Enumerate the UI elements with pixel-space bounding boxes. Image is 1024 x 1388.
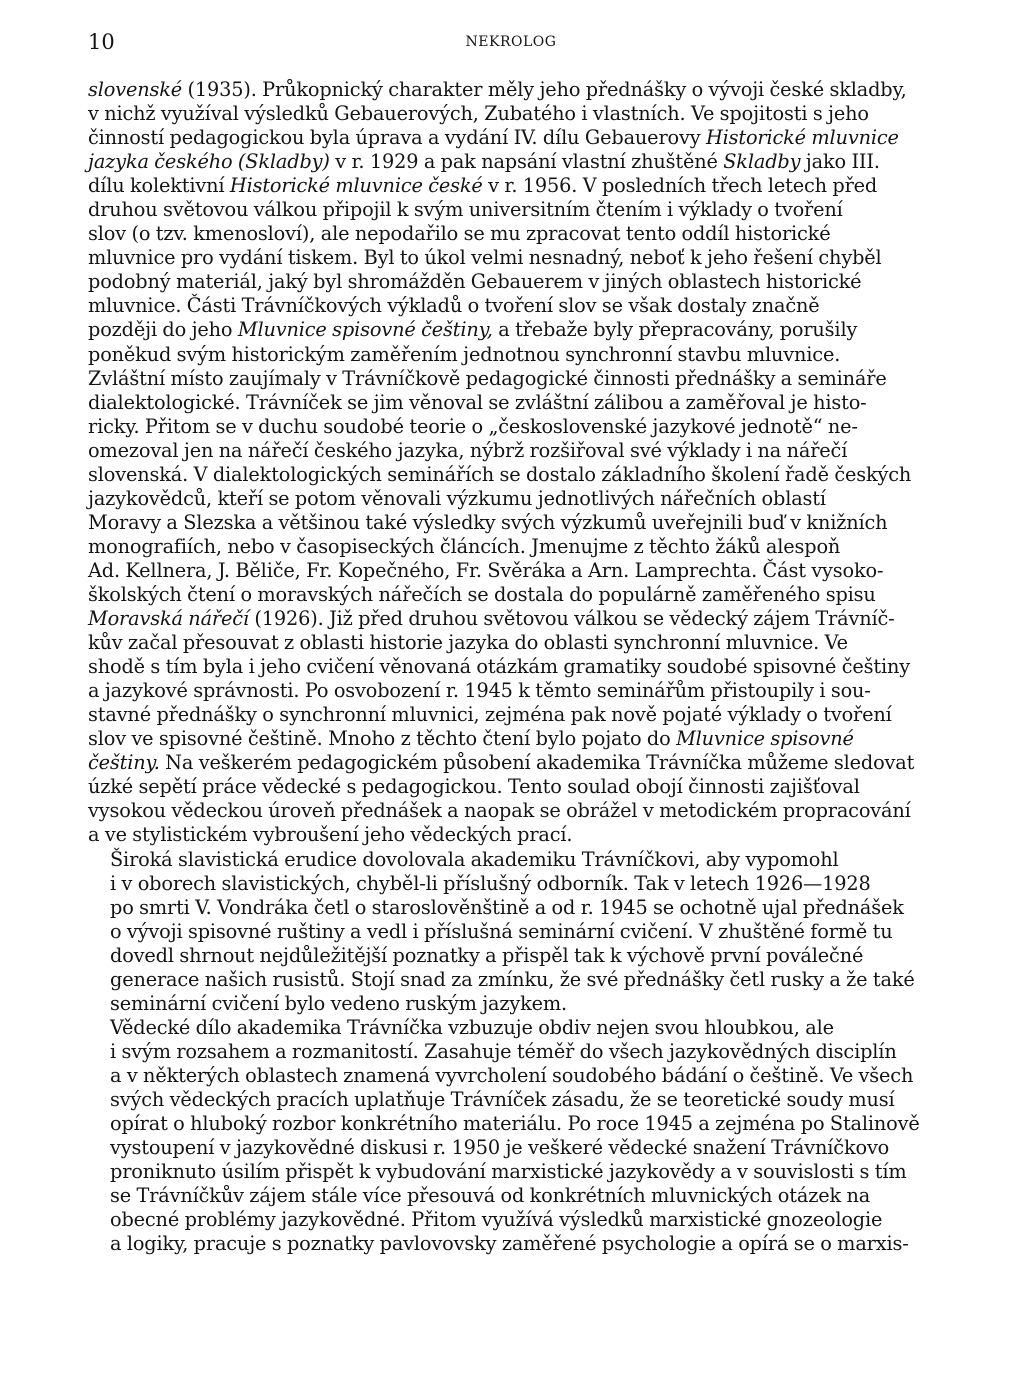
text-run: slov (o tzv. kmenosloví), ale nepodařilo se mu zpracovat tento oddíl historické <box>88 222 831 246</box>
page-header <box>88 30 934 60</box>
text-run: a ve stylistickém vybroušení jeho vědeckých prací. <box>88 823 573 847</box>
text-line <box>88 174 946 198</box>
text-line <box>88 823 946 847</box>
text-run: poněkud svým historickým zaměřením jednotnou synchronní stavbu mluvnice. <box>88 342 841 366</box>
text-line <box>88 198 946 222</box>
text-line <box>88 968 946 992</box>
text-line <box>88 944 946 968</box>
text-line <box>88 1040 946 1064</box>
text-run: v r. 1929 a pak napsání vlastní zhuštěné <box>329 150 724 174</box>
text-line <box>88 896 946 920</box>
text-line <box>88 920 946 944</box>
text-run: vystoupení v jazykovědné diskusi r. 1950 je veškeré vědecké snažení Trávníčkovo <box>110 1136 890 1160</box>
text-run: úzké sepětí práce vědecké s pedagogickou. Tento soulad obojí činnosti zajišťoval <box>88 775 860 799</box>
text-run: školských čtení o moravských nářečích se dostala do populárně zaměřeného spisu <box>88 582 876 606</box>
italic-title: jazyka českého (Skladby) <box>88 150 330 174</box>
italic-title: Skladby <box>723 150 801 174</box>
text-line <box>88 799 946 823</box>
text-line <box>88 1064 946 1088</box>
text-run: mluvnice pro vydání tiskem. Byl to úkol velmi nesnadný, neboť k jeho řešení chyběl <box>88 246 882 270</box>
text-run: mluvnice. Části Trávníčkových výkladů o tvoření slov se však dostaly značně <box>88 294 820 318</box>
text-line <box>88 1016 946 1040</box>
page-number: 10 <box>88 30 115 54</box>
text-line <box>88 294 946 318</box>
text-run: slovenská. V dialektologických seminářích se dostalo základního školení řadě českých <box>88 462 912 486</box>
text-line <box>88 559 946 583</box>
text-run: po smrti V. Vondráka četl o staroslověnštině a od r. 1945 se ochotně ujal přednášek <box>110 895 904 919</box>
text-run: a logiky, pracuje s poznatky pavlovovsky zaměřené psychologie a opírá se o marxis- <box>110 1232 909 1256</box>
text-run: slov ve spisovné češtině. Mnoho z těchto čtení bylo pojato do <box>88 727 677 751</box>
italic-title: Mluvnice spisovné češtiny, <box>237 318 493 342</box>
text-run: a třebaže byly přepracovány, porušily <box>492 318 858 342</box>
text-run: ricky. Přitom se v duchu soudobé teorie o „československé jazykové jednotě“ ne- <box>88 414 858 438</box>
text-run: seminární cvičení bylo vedeno ruským jazykem. <box>110 991 568 1015</box>
text-run: opírat o hluboký rozbor konkrétního materiálu. Po roce 1945 a zejména po Stalinově <box>110 1112 920 1136</box>
text-run: omezoval jen na nářečí českého jazyka, nýbrž rozšiřoval své výklady i na nářečí <box>88 438 848 462</box>
text-line <box>88 1208 946 1232</box>
text-run: později do jeho <box>88 318 238 342</box>
text-run: v r. 1956. V posledních třech letech před <box>482 174 878 198</box>
text-run: generace našich rusistů. Stojí snad za zmínku, že své přednášky četl rusky a že také <box>110 967 915 991</box>
paragraph <box>88 78 946 848</box>
text-line <box>88 391 946 415</box>
text-line <box>88 102 946 126</box>
text-run: Zvláštní místo zaujímaly v Trávníčkově pedagogické činnosti přednášky a semináře <box>88 366 887 390</box>
text-run: Na veškerém pedagogickém působení akademika Trávníčka můžeme sledovat <box>159 751 915 775</box>
text-line <box>88 679 946 703</box>
text-line <box>88 415 946 439</box>
body-text <box>88 78 946 1256</box>
text-line <box>88 78 946 102</box>
text-run: Moravy a Slezska a většinou také výsledky svých výzkumů uveřejnili buď v knižních <box>88 510 888 534</box>
text-run: jako III. <box>800 150 880 174</box>
text-line <box>88 751 946 775</box>
text-run: a v některých oblastech znamená vyvrcholení soudobého bádání o češtině. Ve všech <box>110 1063 914 1087</box>
text-run: a jazykové správnosti. Po osvobození r. 1945 k těmto seminářům přistoupily i sou- <box>88 679 871 703</box>
italic-title: Moravská nářečí <box>88 607 249 631</box>
text-run: i v oborech slavistických, chyběl-li příslušný odborník. Tak v letech 1926—1928 <box>110 871 871 895</box>
text-line <box>88 848 946 872</box>
text-run: monografiích, nebo v časopiseckých článcích. Jmenujme z těchto žáků alespoň <box>88 534 841 558</box>
italic-title: češtiny. <box>88 751 160 775</box>
text-run: podobný materiál, jaký byl shromážděn Gebauerem v jiných oblastech historické <box>88 270 862 294</box>
text-run: Vědecké dílo akademika Trávníčka vzbuzuje obdiv nejen svou hloubkou, ale <box>110 1015 834 1039</box>
text-line <box>88 535 946 559</box>
text-line <box>88 727 946 751</box>
text-line <box>88 343 946 367</box>
text-line <box>88 872 946 896</box>
text-line <box>88 655 946 679</box>
text-run: se Trávníčkův zájem stále více přesouvá od konkrétních mluvnických otázek na <box>110 1184 871 1208</box>
text-line <box>88 222 946 246</box>
text-run: dialektologické. Trávníček se jim věnoval se zvláštní zálibou a zaměřoval je histo- <box>88 390 867 414</box>
text-run: vysokou vědeckou úroveň přednášek a naopak se obrážel v metodickém propracování <box>88 799 911 823</box>
text-run: kův začal přesouvat z oblasti historie jazyka do oblasti synchronní mluvnice. Ve <box>88 631 848 655</box>
text-line <box>88 126 946 150</box>
text-run: shodě s tím byla i jeho cvičení věnovaná otázkám gramatiky soudobé spisovné češtiny <box>88 655 911 679</box>
text-line <box>88 1184 946 1208</box>
text-run: (1935). Průkopnický charakter měly jeho přednášky o vývoji české skladby, <box>182 78 907 101</box>
text-line <box>88 1112 946 1136</box>
text-line <box>88 703 946 727</box>
text-run: i svým rozsahem a rozmanitostí. Zasahuje téměř do všech jazykovědných disciplín <box>110 1039 897 1063</box>
text-run: dílu kolektivní <box>88 174 230 198</box>
text-line <box>88 1232 946 1256</box>
text-line <box>88 511 946 535</box>
text-line <box>88 583 946 607</box>
text-line <box>88 487 946 511</box>
text-line <box>88 367 946 391</box>
paragraph <box>88 848 946 1016</box>
text-run: svých vědeckých pracích uplatňuje Trávníček zásadu, že se teoretické soudy musí <box>110 1087 895 1111</box>
paragraph <box>88 1016 946 1256</box>
text-run: Ad. Kellnera, J. Běliče, Fr. Kopečného, Fr. Svěráka a Arn. Lamprechta. Část vysoko- <box>88 558 884 582</box>
italic-title: Mluvnice spisovné <box>676 727 854 751</box>
text-run: (1926). Již před druhou světovou válkou se vědecký zájem Trávníč- <box>248 607 895 631</box>
text-line <box>88 775 946 799</box>
text-line <box>88 631 946 655</box>
text-line <box>88 607 946 631</box>
text-run: obecné problémy jazykovědné. Přitom využívá výsledků marxistické gnozeologie <box>110 1208 883 1232</box>
text-line <box>88 1136 946 1160</box>
text-run: činností pedagogickou byla úprava a vydání IV. dílu Gebauerovy <box>88 126 706 150</box>
text-line <box>88 150 946 174</box>
running-head: NEKROLOG <box>465 34 557 50</box>
text-run: druhou světovou válkou připojil k svým universitním čtením i výklady o tvoření <box>88 198 843 222</box>
text-line <box>88 1160 946 1184</box>
italic-title: Historické mluvnice <box>705 126 899 150</box>
text-run: o vývoji spisovné ruštiny a vedl i příslušná seminární cvičení. V zhuštěné formě tu <box>110 919 893 943</box>
text-line <box>88 439 946 463</box>
text-line <box>88 992 946 1016</box>
text-run: Široká slavistická erudice dovolovala akademiku Trávníčkovi, aby vypomohl <box>110 847 839 871</box>
text-run: v nichž využíval výsledků Gebauerových, Zubatého i vlastních. Ve spojitosti s jeho <box>88 102 869 126</box>
text-line <box>88 270 946 294</box>
text-line <box>88 318 946 342</box>
italic-title: Historické mluvnice české <box>229 174 483 198</box>
text-line <box>88 246 946 270</box>
text-line <box>88 463 946 487</box>
text-run: stavné přednášky o synchronní mluvnici, zejména pak nově pojaté výklady o tvoření <box>88 703 892 727</box>
text-line <box>88 1088 946 1112</box>
text-run: jazykovědců, kteří se potom věnovali výzkumu jednotlivých nářečních oblastí <box>88 486 826 510</box>
text-run: proniknuto úsilím přispět k vybudování marxistické jazykovědy a v souvislosti s tím <box>110 1160 907 1184</box>
italic-title: slovenské <box>88 78 183 101</box>
text-run: dovedl shrnout nejdůležitější poznatky a přispěl tak k výchově první poválečné <box>110 943 864 967</box>
